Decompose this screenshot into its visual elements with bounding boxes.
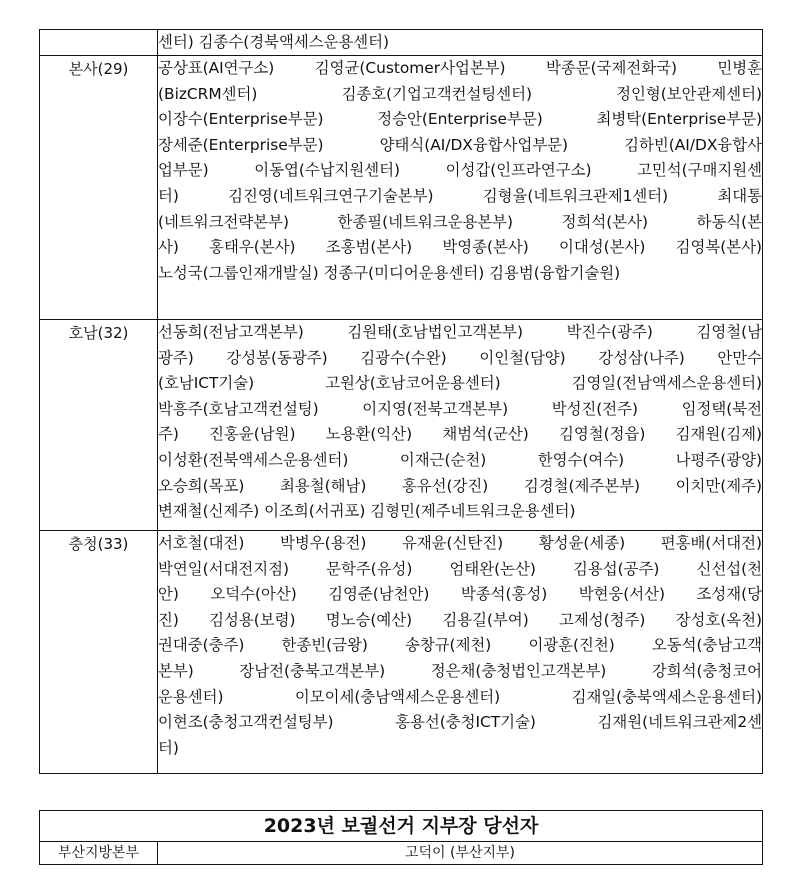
- names-line: 장세준(Enterprise부문) 양태식(AI/DX융합사업부문) 김하빈(AI/DX융합사: [158, 135, 762, 154]
- names-cell: [158, 30, 763, 56]
- names-line: 이성환(전북액세스운용센터) 이재근(순천) 한영수(여수) 나평주(광양): [158, 450, 762, 469]
- region-cell: 본사(29): [40, 56, 158, 320]
- names-line: (네트워크전략본부) 한종필(네트워크운용본부) 정희석(본사) 하동식(본: [158, 212, 762, 231]
- names-cell: [158, 320, 763, 531]
- names-line: 업부문) 이동엽(수납지원센터) 이성갑(인프라연구소) 고민석(구매지원센: [158, 161, 762, 180]
- names-line: 터) 김진영(네트워크연구기술본부) 김형율(네트워크관제1센터) 최대통: [158, 186, 762, 205]
- names-cell: [158, 56, 763, 320]
- names-line: 변재철(신제주) 이조희(서귀포) 김형민(제주네트워크운용센터): [158, 502, 576, 521]
- table-row: [40, 56, 763, 320]
- names-line: 오승희(목포) 최용철(해남) 홍유선(강진) 김경철(제주본부) 이치만(제주): [158, 476, 762, 495]
- names-line: 본부) 장남전(충북고객본부) 정은채(충청법인고객본부) 강희석(충청코어: [158, 661, 762, 680]
- election-table: [39, 810, 763, 865]
- names-line: 선동희(전남고객본부) 김원태(호남법인고객본부) 박진수(광주) 김영철(남: [158, 323, 762, 341]
- names-line: 박연일(서대전지점) 문학주(유성) 엄태완(논산) 김용섭(공주) 신선섭(천: [158, 559, 762, 578]
- names-line: 센터) 김종수(경북액세스운용센터): [158, 33, 390, 51]
- names-line: 공상표(AI연구소) 김영균(Customer사업본부) 박종문(국제전화국) 민병훈: [158, 59, 762, 77]
- election-winner: 고덕이 (부산지부): [158, 842, 763, 865]
- names-line: (BizCRM센터) 김종호(기업고객컨설팅센터) 정인형(보안관제센터): [158, 84, 762, 103]
- election-region: 부산지방본부: [40, 842, 158, 865]
- names-line: 이현조(충청고객컨설팅부) 홍용선(충청ICT기술) 김재원(네트워크관제2센: [158, 713, 762, 732]
- table-row: [40, 320, 763, 531]
- names-line: 주) 진홍윤(남원) 노용환(익산) 채범석(군산) 김영철(정읍) 김재원(김제): [158, 425, 762, 444]
- region-cell: 충청(33): [40, 531, 158, 774]
- region-cell: 호남(32): [40, 320, 158, 531]
- names-line: 권대중(충주) 한종빈(금왕) 송창규(제천) 이광훈(진천) 오동석(충남고객: [158, 636, 762, 655]
- election-title: 2023년 보궐선거 지부장 당선자: [40, 811, 763, 842]
- member-table: [39, 29, 763, 774]
- names-line: 서호철(대전) 박병우(용전) 유재윤(신탄진) 황성윤(세종) 편홍배(서대전): [158, 534, 762, 552]
- names-line: 운용센터) 이모이세(충남액세스운용센터) 김재일(충북액세스운용센터): [158, 687, 762, 706]
- names-cell: [158, 531, 763, 774]
- names-line: 노성국(그룹인재개발실) 정종구(미디어운용센터) 김용범(융합기술원): [158, 263, 621, 282]
- names-line: 광주) 강성봉(동광주) 김광수(수완) 이인철(담양) 강성삼(나주) 안만수: [158, 348, 762, 367]
- names-line: (호남ICT기술) 고원상(호남코어운용센터) 김영일(전남액세스운용센터): [158, 374, 762, 393]
- election-title-row: [40, 811, 763, 842]
- table-row: [40, 30, 763, 56]
- names-line: 이장수(Enterprise부문) 정승안(Enterprise부문) 최병탁(Enterprise부문): [158, 110, 762, 129]
- names-line: 진) 김성용(보령) 명노승(예산) 김용길(부여) 고제성(청주) 장성호(옥천): [158, 610, 762, 629]
- names-line: 박흥주(호남고객컨설팅) 이지영(전북고객본부) 박성진(전주) 임정택(북전: [158, 399, 762, 418]
- names-line: 안) 오덕수(아산) 김영준(남천안) 박종석(홍성) 박현웅(서산) 조성재(당: [158, 585, 762, 604]
- region-cell: [40, 30, 158, 56]
- table-row: [40, 531, 763, 774]
- member-table-body: [40, 30, 763, 774]
- names-line: 사) 홍태우(본사) 조홍범(본사) 박영종(본사) 이대성(본사) 김영복(본사): [158, 238, 762, 257]
- names-line: 터): [158, 738, 179, 757]
- election-result-row: [40, 842, 763, 865]
